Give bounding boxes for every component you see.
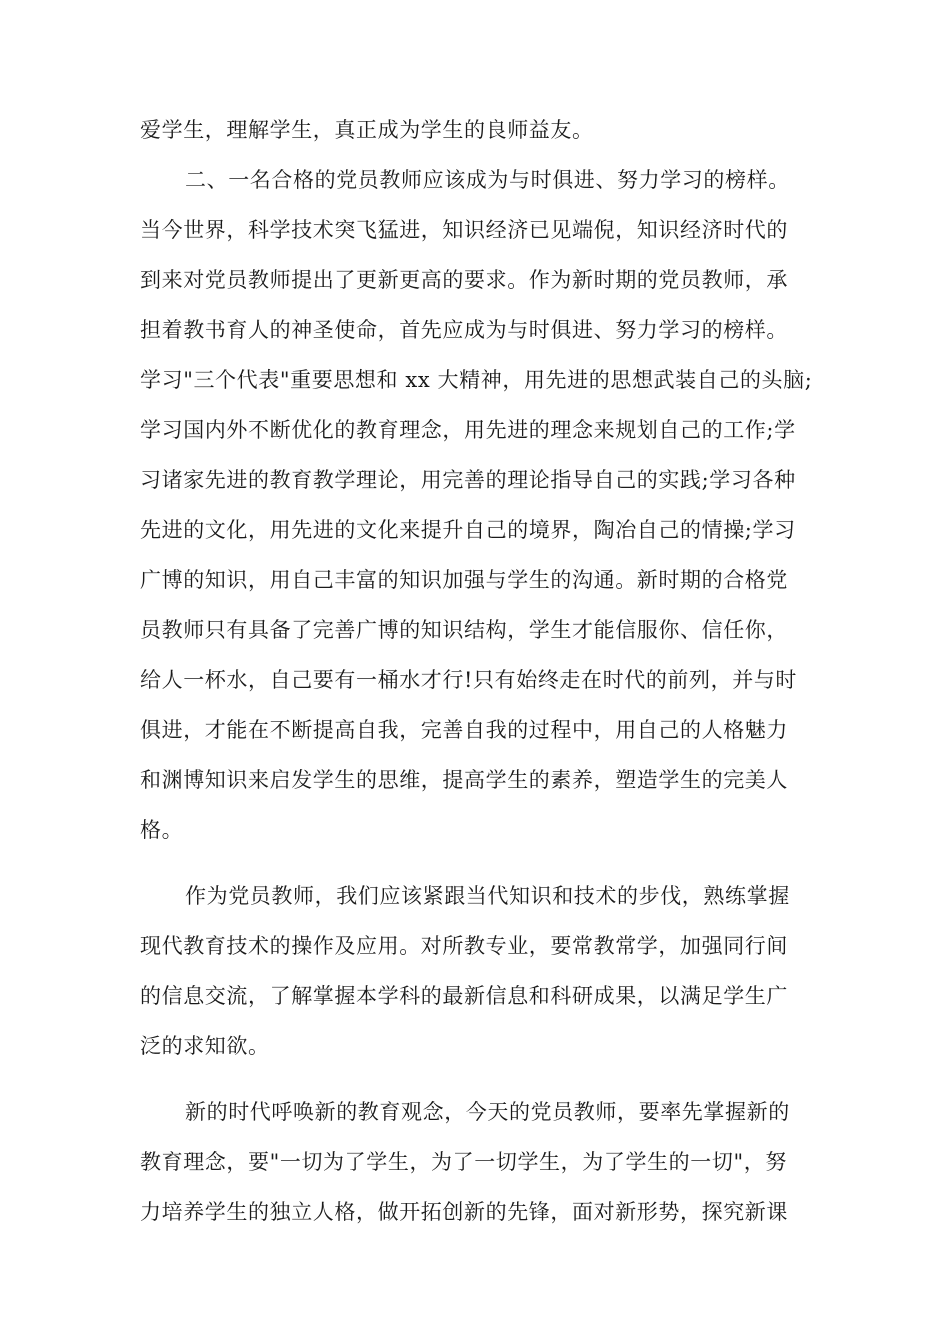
text-line: 担着教书育人的神圣使命，首先应成为与时俱进、努力学习的榜样。 [140,318,788,342]
text-line: 教育理念，要"一切为了学生，为了一切学生，为了学生的一切"，努 [140,1150,787,1174]
text-line: 力培养学生的独立人格，做开拓创新的先锋，面对新形势，探究新课 [140,1200,788,1224]
text-line: 广博的知识，用自己丰富的知识加强与学生的沟通。新时期的合格党 [140,568,788,592]
text-line: 给人一杯水，自己要有一桶水才行!只有始终走在时代的前列，并与时 [140,668,798,692]
text-line: 爱学生，理解学生，真正成为学生的良师益友。 [140,118,594,142]
text-line: 学习国内外不断优化的教育理念，用先进的理念来规划自己的工作;学 [140,418,796,442]
text-line: 习诸家先进的教育教学理论，用完善的理论指导自己的实践;学习各种 [140,468,796,492]
text-line: 泛的求知欲。 [140,1034,270,1058]
paragraph [140,105,820,155]
text-line: 和渊博知识来启发学生的思维，提高学生的素养，塑造学生的完美人 [140,768,788,792]
text-line: 到来对党员教师提出了更新更高的要求。作为新时期的党员教师，承 [140,268,788,292]
document-body [140,105,820,1237]
text-line: 俱进，才能在不断提高自我，完善自我的过程中，用自己的人格魅力 [140,718,788,742]
paragraph-gap [140,855,820,871]
paragraph-gap [140,1071,820,1087]
text-line: 二、一名合格的党员教师应该成为与时俱进、努力学习的榜样。 [185,168,790,192]
text-line: 员教师只有具备了完善广博的知识结构，学生才能信服你、信任你， [140,618,788,642]
paragraph [140,1087,820,1237]
text-line: 格。 [140,818,184,842]
text-line: 学习"三个代表"重要思想和 xx 大精神，用先进的思想武装自己的头脑; [140,368,813,392]
text-line: 当今世界，科学技术突飞猛进，知识经济已见端倪，知识经济时代的 [140,218,788,242]
text-line: 作为党员教师，我们应该紧跟当代知识和技术的步伐，熟练掌握 [185,884,790,908]
text-line: 的信息交流，了解掌握本学科的最新信息和科研成果，以满足学生广 [140,984,788,1008]
paragraph [140,155,820,855]
text-line: 现代教育技术的操作及应用。对所教专业，要常教常学，加强同行间 [140,934,788,958]
text-line: 新的时代呼唤新的教育观念，今天的党员教师，要率先掌握新的 [185,1100,790,1124]
paragraph [140,871,820,1071]
text-line: 先进的文化，用先进的文化来提升自己的境界，陶冶自己的情操;学习 [140,518,796,542]
